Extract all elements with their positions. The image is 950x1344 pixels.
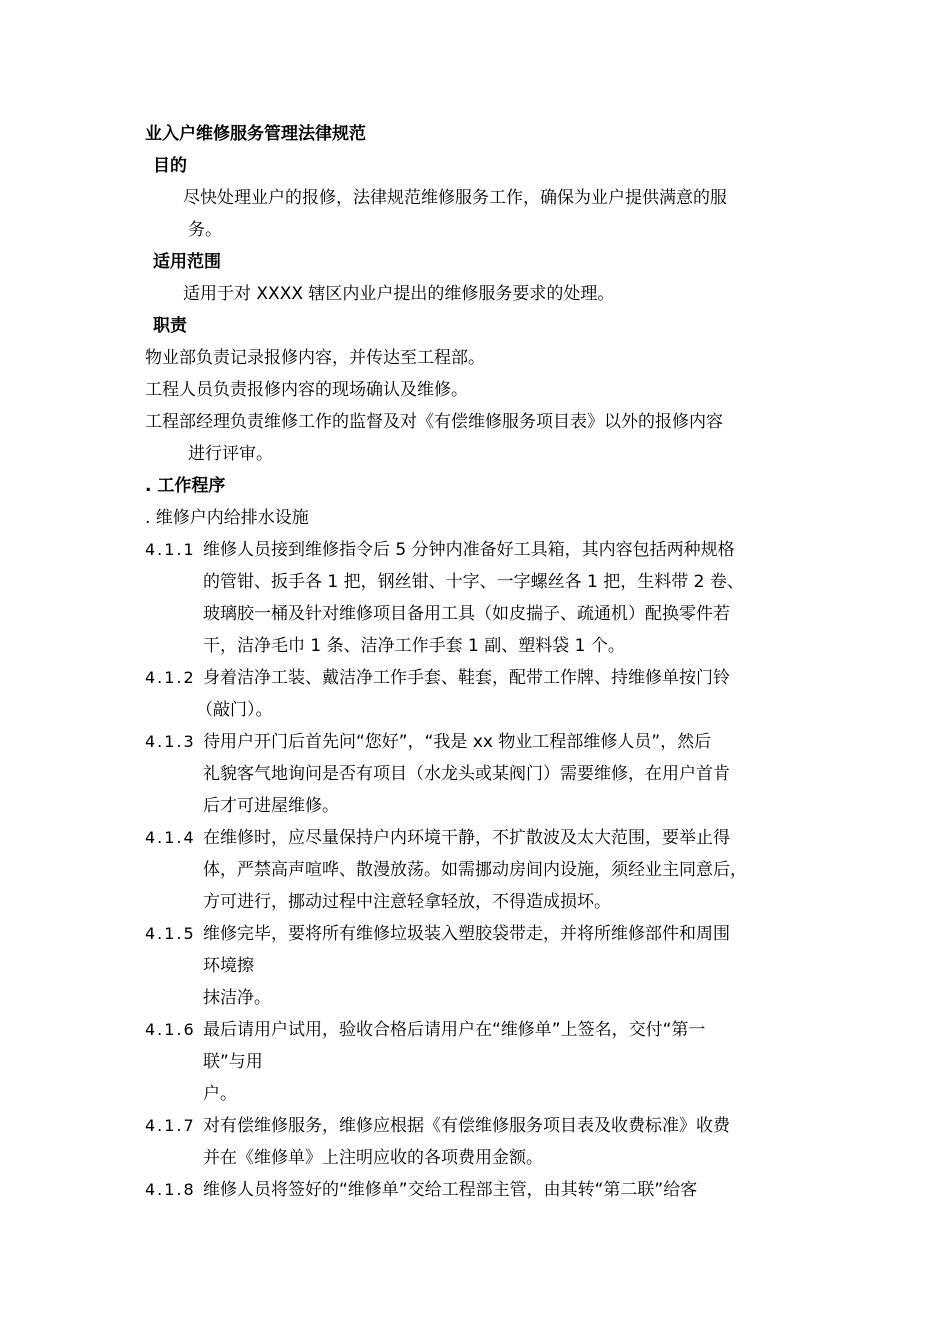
purpose-line-1: 尽快处理业户的报修，法律规范维修服务工作，确保为业户提供满意的服: [183, 188, 727, 208]
item-line: 并在《维修单》上注明应收的各项费用金额。: [203, 1148, 543, 1168]
item-line: 维修人员将签好的“维修单”交给工程部主管，由其转“第二联”给客: [203, 1180, 698, 1200]
item-line: 干，洁净毛巾 1 条、洁净工作手套 1 副、塑料袋 1 个。: [203, 636, 625, 656]
duty-line-4: 进行评审。: [188, 444, 273, 464]
subsection-heading: . 维修户内给排水设施: [145, 508, 309, 528]
duty-line-1: 物业部负责记录报修内容，并传达至工程部。: [145, 348, 485, 368]
item-line: 礼貌客气地询问是否有项目（水龙头或某阀门）需要维修，在用户首肯: [203, 764, 730, 784]
item-line: （敲门）。: [196, 700, 273, 720]
item-line: 联”与用: [203, 1052, 263, 1072]
item-line: 的管钳、扳手各 1 把，钢丝钳、十字、一字螺丝各 1 把，生料带 2 卷、: [203, 572, 744, 592]
section-heading-purpose: 目的: [153, 156, 187, 176]
section-heading-duty: 职责: [153, 316, 187, 336]
item-line: 玻璃胶一桶及针对维修项目备用工具（如皮揣子、疏通机）配换零件若: [203, 604, 730, 624]
duty-line-3: 工程部经理负责维修工作的监督及对《有偿维修服务项目表》以外的报修内容: [145, 412, 723, 432]
scope-line: 适用于对 XXXX 辖区内业户提出的维修服务要求的处理。: [183, 284, 615, 304]
section-heading-scope: 适用范围: [153, 252, 221, 272]
item-line: 体，严禁高声喧哗、散漫放荡。如需挪动房间内设施，须经业主同意后，: [203, 860, 747, 880]
item-number: 4.1.5: [145, 924, 196, 943]
item-line: 方可进行，挪动过程中注意轻拿轻放，不得造成损坏。: [203, 892, 611, 912]
duty-line-2: 工程人员负责报修内容的现场确认及维修。: [145, 380, 468, 400]
item-number: 4.1.2: [145, 668, 196, 687]
item-line: 最后请用户试用，验收合格后请用户在“维修单”上签名，交付“第一: [203, 1020, 706, 1040]
item-line: 抹洁净。: [203, 988, 271, 1008]
item-line: 维修完毕，要将所有维修垃圾装入塑胶袋带走，并将所维修部件和周围: [203, 924, 730, 944]
item-line: 后才可进屋维修。: [203, 796, 339, 816]
item-line: 待用户开门后首先问“您好”，“我是 xx 物业工程部维修人员”，然后: [203, 732, 712, 752]
item-number: 4.1.6: [145, 1020, 196, 1039]
item-line: 对有偿维修服务，维修应根据《有偿维修服务项目表及收费标准》收费: [203, 1116, 730, 1136]
item-number: 4.1.3: [145, 732, 196, 751]
item-number: 4.1.1: [145, 540, 196, 559]
item-line: 在维修时，应尽量保持户内环境干静，不扩散波及太大范围，要举止得: [203, 828, 730, 848]
item-number: 4.1.7: [145, 1116, 196, 1135]
purpose-line-2: 务。: [188, 220, 222, 240]
item-line: 环境擦: [203, 956, 254, 976]
item-line: 维修人员接到维修指令后 5 分钟内准备好工具箱，其内容包括两种规格: [203, 540, 735, 560]
item-line: 身着洁净工装、戴洁净工作手套、鞋套，配带工作牌、持维修单按门铃: [203, 668, 730, 688]
page-title: 业入户维修服务管理法律规范: [145, 124, 366, 144]
item-number: 4.1.4: [145, 828, 196, 847]
item-line: 户。: [203, 1084, 237, 1104]
item-number: 4.1.8: [145, 1180, 196, 1199]
section-heading-procedure: . 工作程序: [145, 476, 226, 496]
